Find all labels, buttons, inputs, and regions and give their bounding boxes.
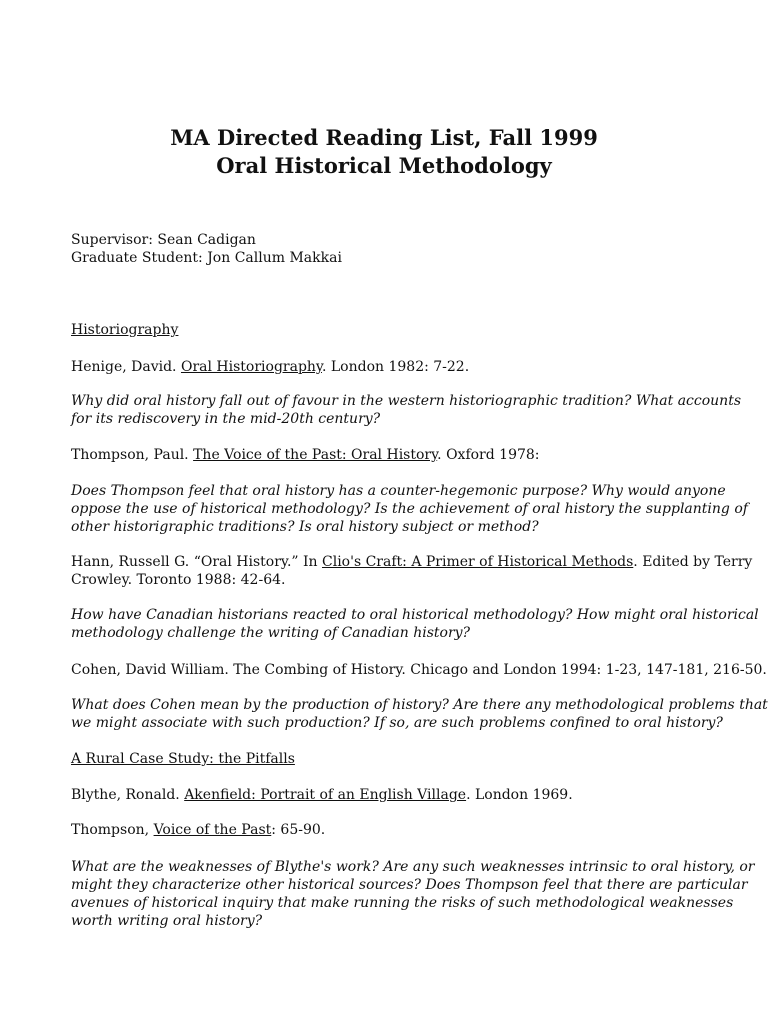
question-line: other historigraphic traditions? Is oral history subject or method? (71, 519, 539, 535)
entry-work-title: Voice of the Past (153, 822, 272, 838)
question-line: oppose the use of historical methodology? Is the achievement of oral history the supplanting of (71, 501, 748, 517)
title-line-2: Oral Historical Methodology (216, 153, 552, 178)
question-line: What are the weaknesses of Blythe's work? Are any such weaknesses intrinsic to oral history, or (71, 859, 755, 875)
question-line: avenues of historical inquiry that make running the risks of such methodological weaknesses (71, 895, 734, 911)
question-cohen (71, 696, 768, 732)
question-hann (71, 606, 759, 642)
question-henige (71, 392, 742, 428)
entry-thompson-1 (71, 446, 731, 464)
entry-work-title: The Voice of the Past: Oral History (193, 447, 438, 463)
entry-author: Thompson, (71, 822, 154, 838)
question-line: worth writing oral history? (71, 913, 263, 929)
entry-henige (71, 358, 731, 376)
entry-author: Blythe, Ronald. (71, 787, 185, 803)
question-line: How have Canadian historians reacted to oral historical methodology? How might oral historical (71, 607, 759, 623)
entry-details: . London 1969. (466, 787, 573, 803)
question-thompson (71, 482, 748, 536)
entry-line-1 (71, 553, 753, 571)
student-line: Graduate Student: Jon Callum Makkai (71, 250, 342, 266)
entry-blythe (71, 786, 731, 804)
entry-author: Thompson, Paul. (71, 447, 194, 463)
entry-author: Henige, David. (71, 359, 181, 375)
entry-hann (71, 553, 753, 589)
question-line: for its rediscovery in the mid-20th century? (71, 411, 381, 427)
question-line: might they characterize other historical sources? Does Thompson feel that there are particular (71, 877, 748, 893)
question-blythe (71, 858, 755, 930)
entry-details: . Edited by Terry (633, 554, 753, 570)
question-line: Does Thompson feel that oral history has a counter-hegemonic purpose? Why would anyone (71, 483, 726, 499)
entry-line-2: Crowley. Toronto 1988: 42-64. (71, 572, 286, 588)
question-line: What does Cohen mean by the production of history? Are there any methodological problems that (71, 697, 768, 713)
entry-details: . Oxford 1978: (437, 447, 540, 463)
document-title (0, 124, 768, 180)
section-rural: A Rural Case Study: the Pitfalls (71, 751, 295, 767)
entry-work-title: Clio's Craft: A Primer of Historical Methods (322, 554, 634, 570)
title-line-1: MA Directed Reading List, Fall 1999 (170, 125, 598, 150)
entry-details: : 65-90. (271, 822, 326, 838)
section-historiography: Historiography (71, 322, 179, 338)
entry-details: . London 1982: 7-22. (321, 359, 470, 375)
entry-author: Hann, Russell G. “Oral History.” In (71, 554, 323, 570)
question-line: Why did oral history fall out of favour in the western historiographic tradition? What accounts (71, 393, 742, 409)
entry-work-title: Akenfield: Portrait of an English Village (184, 787, 467, 803)
question-line: we might associate with such production? If so, are such problems confined to oral history? (71, 715, 723, 731)
entry-work-title: Oral Historiography (180, 359, 322, 375)
question-line: methodology challenge the writing of Canadian history? (71, 625, 471, 641)
entry-cohen: Cohen, David William. The Combing of History. Chicago and London 1994: 1-23, 147-181, 216-50. (71, 662, 767, 678)
entry-thompson-2 (71, 821, 731, 839)
supervisor-line: Supervisor: Sean Cadigan (71, 232, 256, 248)
